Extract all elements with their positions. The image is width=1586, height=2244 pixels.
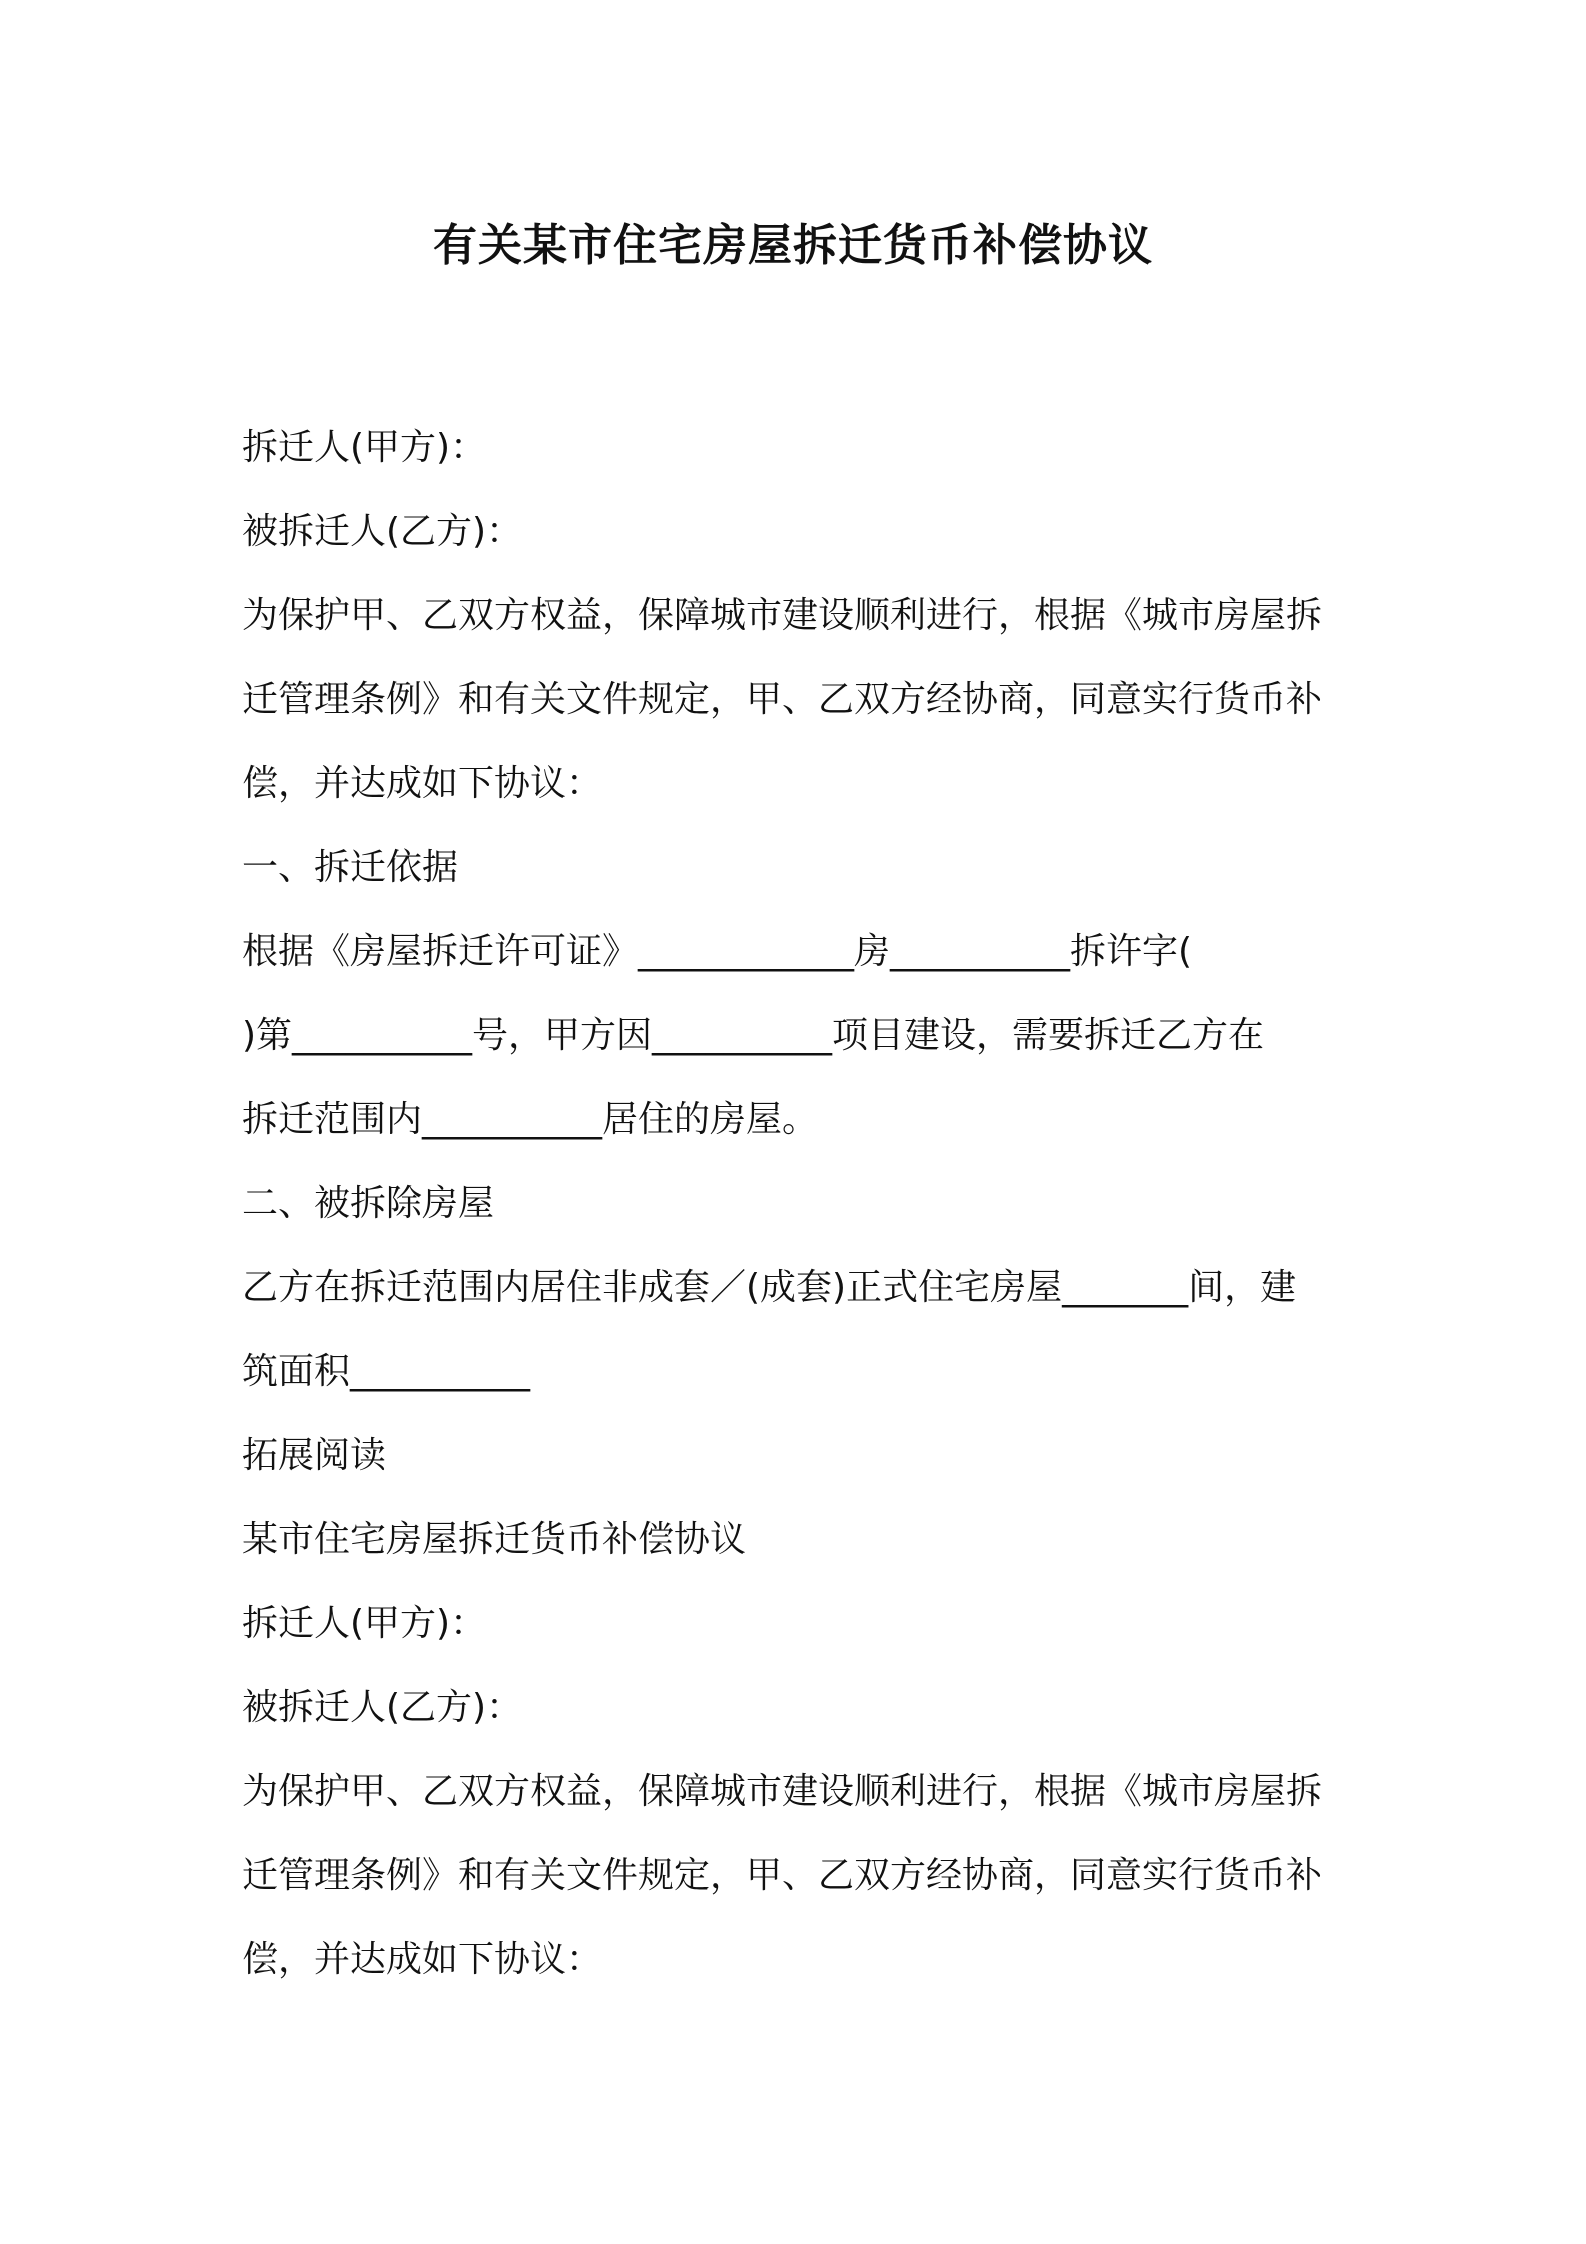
party-b-line-repeat: 被拆迁人(乙方)： [242, 1687, 523, 1728]
preamble-repeat-line-1: 为保护甲、乙双方权益，保障城市建设顺利进行，根据《城市房屋拆 [242, 1771, 1323, 1812]
extended-reading-heading: 拓展阅读 [242, 1435, 387, 1476]
basis-line-2: )第__________号，甲方因__________项目建设，需要拆迁乙方在 [242, 1015, 1265, 1056]
document-body [242, 406, 1362, 2002]
document-title: 有关某市住宅房屋拆迁货币补偿协议 [433, 220, 1153, 271]
house-line-1: 乙方在拆迁范围内居住非成套／(成套)正式住宅房屋_______间，建 [242, 1267, 1297, 1308]
party-a-line: 拆迁人(甲方)： [242, 427, 487, 468]
extended-title: 某市住宅房屋拆迁货币补偿协议 [242, 1519, 747, 1560]
party-b-line: 被拆迁人(乙方)： [242, 511, 523, 552]
preamble-line-1: 为保护甲、乙双方权益，保障城市建设顺利进行，根据《城市房屋拆 [242, 595, 1323, 636]
preamble-line-2: 迁管理条例》和有关文件规定，甲、乙双方经协商，同意实行货币补 [242, 679, 1323, 720]
section-heading-basis: 一、拆迁依据 [242, 847, 459, 888]
preamble-repeat-line-3: 偿，并达成如下协议： [242, 1939, 603, 1980]
basis-line-1: 根据《房屋拆迁许可证》____________房__________拆许字( [242, 931, 1193, 972]
preamble-repeat-line-2: 迁管理条例》和有关文件规定，甲、乙双方经协商，同意实行货币补 [242, 1855, 1323, 1896]
preamble-line-3: 偿，并达成如下协议： [242, 763, 603, 804]
party-a-line-repeat: 拆迁人(甲方)： [242, 1603, 487, 1644]
section-heading-house: 二、被拆除房屋 [242, 1183, 495, 1224]
house-line-2: 筑面积__________ [242, 1351, 531, 1392]
basis-line-3: 拆迁范围内__________居住的房屋。 [242, 1099, 819, 1140]
